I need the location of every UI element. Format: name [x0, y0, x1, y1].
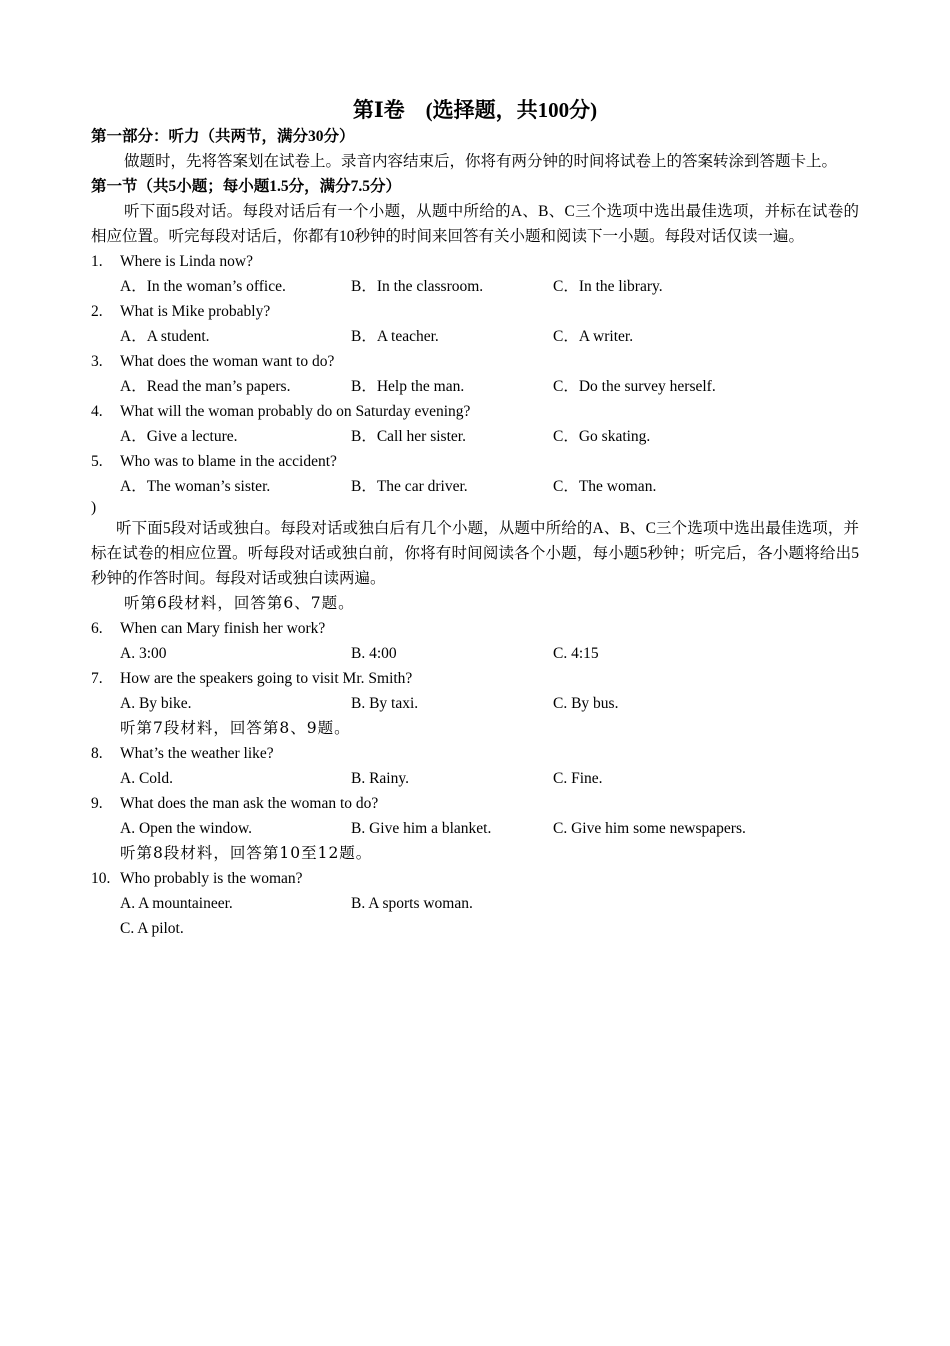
- question-line: [91, 791, 859, 816]
- option-b[interactable]: B．Call her sister.: [351, 428, 466, 445]
- option-c[interactable]: C. A pilot.: [120, 920, 184, 937]
- option-a[interactable]: A. Open the window.: [120, 820, 253, 837]
- question-block: [91, 249, 859, 299]
- option-a[interactable]: A. By bike.: [120, 695, 192, 712]
- option-b[interactable]: B．A teacher.: [351, 328, 439, 345]
- option-c[interactable]: C．A writer.: [553, 328, 634, 345]
- question-number: 8.: [91, 745, 103, 762]
- section-one-heading: 第一节（共5小题；每小题1.5分，满分7.5分）: [91, 178, 402, 195]
- options-line: [91, 324, 859, 349]
- option-b[interactable]: B. Give him a blanket.: [351, 820, 492, 837]
- options-line: [91, 816, 859, 841]
- material-note-8: 听第8段材料，回答第10至12题。: [120, 844, 373, 862]
- question-block: [91, 399, 859, 449]
- question-text: Who was to blame in the accident?: [120, 453, 337, 470]
- question-block: [91, 616, 859, 666]
- option-b[interactable]: B．In the classroom.: [351, 278, 484, 295]
- question-block: [91, 299, 859, 349]
- question-number: 10.: [91, 870, 111, 887]
- option-b[interactable]: B. 4:00: [351, 645, 397, 662]
- option-c[interactable]: C．The woman.: [553, 478, 657, 495]
- options-line: [91, 374, 859, 399]
- options-line: [91, 766, 859, 791]
- options-line: [91, 891, 859, 916]
- question-block: [91, 866, 859, 941]
- question-text: Who probably is the woman?: [120, 870, 303, 887]
- option-c[interactable]: C. 4:15: [553, 645, 599, 662]
- option-b[interactable]: B. Rainy.: [351, 770, 409, 787]
- options-line: [91, 641, 859, 666]
- section-two-instruction: 听下面5段对话或独白。每段对话或独白后有几个小题，从题中所给的A、B、C三个选项中选出最佳选项，并标在试卷的相应位置。听每段对话或独白前，你将有时间阅读各个小题，每小题5秒钟；听完后，各小题将给出5秒钟的作答时间。每段对话或独白读两遍。: [91, 520, 859, 587]
- option-c[interactable]: C．Go skating.: [553, 428, 651, 445]
- options-line: [91, 474, 859, 499]
- question-text: Where is Linda now?: [120, 253, 253, 270]
- question-number: 1.: [91, 253, 103, 270]
- option-b[interactable]: B．The car driver.: [351, 478, 468, 495]
- option-a[interactable]: A．Read the man’s papers.: [120, 378, 291, 395]
- question-line: [91, 249, 859, 274]
- option-a[interactable]: A．A student.: [120, 328, 210, 345]
- question-block: [91, 349, 859, 399]
- question-number: 5.: [91, 453, 103, 470]
- option-a[interactable]: A．Give a lecture.: [120, 428, 238, 445]
- option-b[interactable]: B．Help the man.: [351, 378, 465, 395]
- question-number: 7.: [91, 670, 103, 687]
- option-c[interactable]: C. Fine.: [553, 770, 603, 787]
- question-line: [91, 399, 859, 424]
- question-line: [91, 349, 859, 374]
- question-number: 6.: [91, 620, 103, 637]
- question-number: 3.: [91, 353, 103, 370]
- paper-title: 第Ⅰ卷 (选择题，共100分): [352, 98, 598, 122]
- question-number: 2.: [91, 303, 103, 320]
- section-one-instruction: 听下面5段对话。每段对话后有一个小题，从题中所给的A、B、C三个选项中选出最佳选项，并标在试卷的相应位置。听完每段对话后，你都有10秒钟的时间来回答有关小题和阅读下一小题。每段对话仅读一遍。: [91, 203, 859, 245]
- option-a[interactable]: A. 3:00: [120, 645, 167, 662]
- question-text: When can Mary finish her work?: [120, 620, 326, 637]
- option-a[interactable]: A．In the woman’s office.: [120, 278, 286, 295]
- option-b[interactable]: B. A sports woman.: [351, 895, 473, 912]
- part-one-instruction: 做题时，先将答案划在试卷上。录音内容结束后，你将有两分钟的时间将试卷上的答案转涂到答题卡上。: [124, 153, 838, 170]
- exam-page: [91, 96, 859, 941]
- option-a[interactable]: A. A mountaineer.: [120, 895, 233, 912]
- question-line: [91, 666, 859, 691]
- options-line: [91, 916, 859, 941]
- option-c[interactable]: C. Give him some newspapers.: [553, 820, 746, 837]
- material-note-6: 听第6段材料，回答第6、7题。: [124, 594, 355, 612]
- question-block: [91, 666, 859, 716]
- question-line: [91, 299, 859, 324]
- stray-parenthesis: ): [91, 499, 97, 516]
- question-text: What’s the weather like?: [120, 745, 274, 762]
- question-line: [91, 741, 859, 766]
- material-note-7: 听第7段材料，回答第8、9题。: [120, 719, 351, 737]
- option-a[interactable]: A. Cold.: [120, 770, 173, 787]
- question-number: 9.: [91, 795, 103, 812]
- question-line: [91, 616, 859, 641]
- question-number: 4.: [91, 403, 103, 420]
- option-c[interactable]: C．In the library.: [553, 278, 663, 295]
- question-block: [91, 741, 859, 791]
- option-a[interactable]: A．The woman’s sister.: [120, 478, 271, 495]
- question-text: How are the speakers going to visit Mr. Smith?: [120, 670, 413, 687]
- option-b[interactable]: B. By taxi.: [351, 695, 419, 712]
- option-c[interactable]: C. By bus.: [553, 695, 619, 712]
- question-block: [91, 449, 859, 499]
- options-line: [91, 424, 859, 449]
- part-one-heading: 第一部分：听力（共两节，满分30分）: [91, 128, 355, 145]
- option-c[interactable]: C．Do the survey herself.: [553, 378, 716, 395]
- question-text: What is Mike probably?: [120, 303, 271, 320]
- question-text: What will the woman probably do on Saturday evening?: [120, 403, 471, 420]
- options-line: [91, 274, 859, 299]
- options-line: [91, 691, 859, 716]
- question-line: [91, 866, 859, 891]
- question-block: [91, 791, 859, 841]
- question-line: [91, 449, 859, 474]
- question-text: What does the man ask the woman to do?: [120, 795, 379, 812]
- question-text: What does the woman want to do?: [120, 353, 335, 370]
